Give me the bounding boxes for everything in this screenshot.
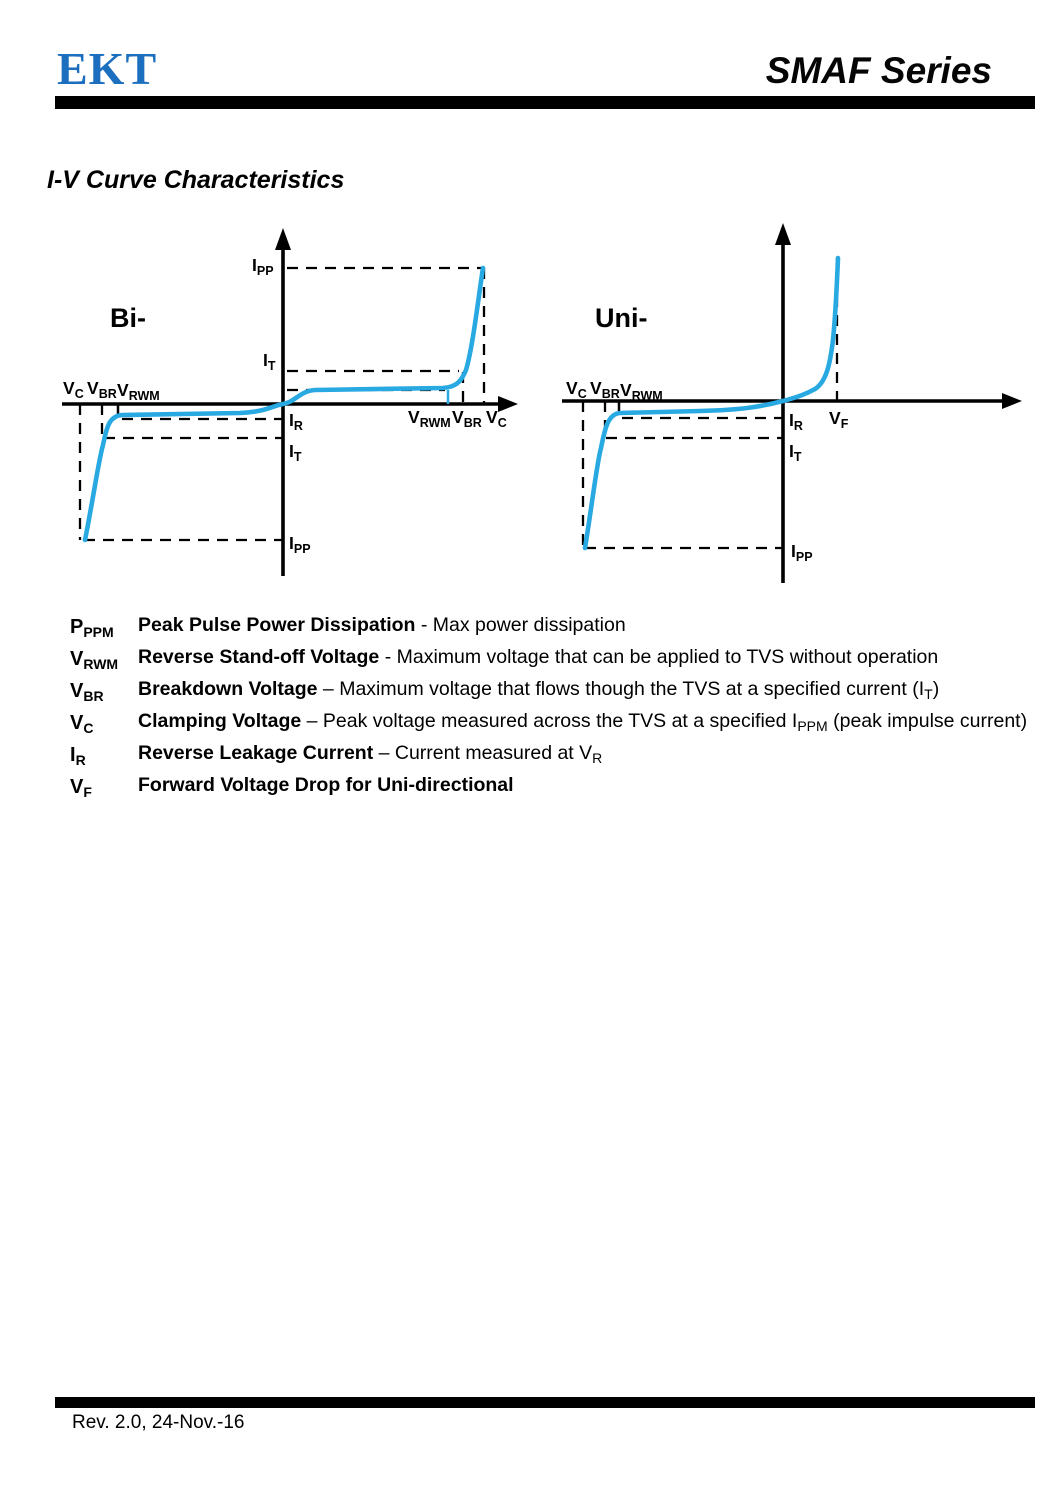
definition-row-vrwm [70,644,1032,676]
definition-term: $I_R$ [70,744,86,768]
definition-term: $P_{PPM}$ [70,616,114,640]
bi-it-top-label: $I_T$ [263,350,276,373]
page-title: SMAF Series [765,50,992,91]
definition-row-vf [70,772,1032,804]
bi-vc-right-label: $V_C$ [486,407,507,430]
bi-vbr-right-label: $V_{BR}$ [452,407,482,430]
definition-description: Reverse Leakage Current – Current measured at $V_R$ [138,742,603,766]
iv-curve-diagrams [0,220,1060,620]
bi-ipp-top-label: $I_{PP}$ [252,255,274,278]
section-title: I-V Curve Characteristics [47,166,345,194]
uni-ipp-label: $I_{PP}$ [791,541,813,564]
definition-description: Clamping Voltage – Peak voltage measured across the TVS at a specified $I_{PPM}$ (peak impulse current) [138,710,1028,734]
bi-vrwm-right-label: $V_{RWM}$ [408,407,451,430]
bi-y-axis-arrow-icon [275,228,291,250]
definition-description: Breakdown Voltage – Maximum voltage that flows though the TVS at a specified current $(I_T)$ [138,678,940,702]
revision-text: Rev. 2.0, 24-Nov.-16 [72,1412,245,1433]
definition-description: Reverse Stand-off Voltage - Maximum voltage that can be applied to TVS without operation [138,646,939,668]
uni-vf-label: $V_F$ [829,408,849,431]
uni-diagram-title: Uni- [595,303,648,333]
bi-ir-label: $I_R$ [289,410,303,433]
definition-row-pppm [70,612,1032,644]
bi-it-bottom-label: $I_T$ [289,441,302,464]
footer-rule [55,1397,1035,1408]
definition-term: $V_C$ [70,712,94,736]
bi-vc-left-label: $V_C$ [63,378,84,401]
definition-row-vbr [70,676,1032,708]
definitions-list [70,612,1032,804]
uni-it-label: $I_T$ [789,441,802,464]
header-rule [55,96,1035,109]
bi-diagram-title: Bi- [110,303,146,333]
uni-diagram [562,223,1022,583]
definition-description: Forward Voltage Drop for Uni-directional [138,774,514,796]
bi-ipp-bottom-label: $I_{PP}$ [289,533,311,556]
definition-row-ir [70,740,1032,772]
uni-vrwm-left-label: $V_{RWM}$ [620,380,663,403]
bi-vbr-left-label: $V_{BR}$ [87,378,117,401]
bi-vrwm-left-label: $V_{RWM}$ [117,380,160,403]
definition-term: $V_{RWM}$ [70,648,119,672]
definition-description: Peak Pulse Power Dissipation - Max power dissipation [138,614,626,636]
company-logo: EKT [57,43,158,94]
uni-x-axis-arrow-icon [1002,393,1022,409]
definition-term: $V_F$ [70,776,92,800]
uni-ir-label: $I_R$ [789,410,803,433]
uni-vbr-left-label: $V_{BR}$ [590,378,620,401]
uni-y-axis-arrow-icon [775,223,791,245]
uni-vc-left-label: $V_C$ [566,378,587,401]
definition-row-vc [70,708,1032,740]
definition-term: $V_{BR}$ [70,680,104,704]
uni-iv-curve [585,258,838,548]
